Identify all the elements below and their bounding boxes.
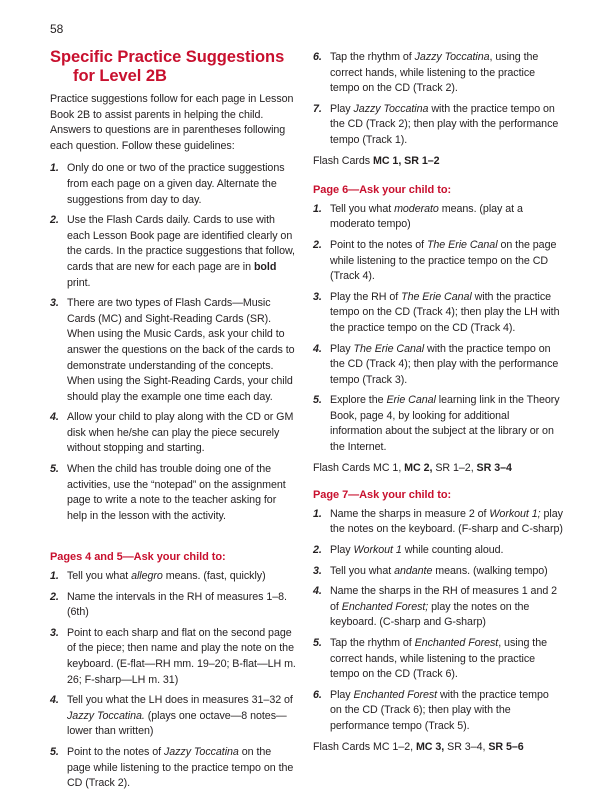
flash-cards-line bbox=[313, 740, 563, 756]
text-run: Name the intervals in the RH of measures 1–8. (6th) bbox=[67, 590, 287, 619]
italic-text: The Erie Canal bbox=[353, 342, 425, 355]
bold-text: MC 3, bbox=[415, 740, 445, 753]
text-run: with the practice tempo on the CD (Track 4); then play with the performance tempo (Track 3). bbox=[330, 342, 559, 386]
italic-text: Jazzy Toccatina bbox=[353, 102, 429, 115]
italic-text: Enchanted Forest bbox=[414, 637, 499, 649]
text-run: Tap the rhythm of bbox=[330, 51, 415, 63]
text-run: Play bbox=[330, 102, 354, 115]
bold-text: MC 1, SR 1–2 bbox=[372, 154, 440, 167]
list-item bbox=[313, 636, 563, 683]
text-run: Play the RH of bbox=[330, 290, 402, 303]
item-number: 1. bbox=[50, 162, 59, 175]
text-run: SR 1–2, bbox=[432, 461, 477, 474]
italic-text: andante bbox=[394, 564, 433, 577]
list-item bbox=[313, 688, 563, 735]
list-item bbox=[50, 410, 296, 457]
item-number: 4. bbox=[50, 411, 59, 424]
text-run: Only do one or two of the practice suggestions from each page on a given day. Alternate the suggestions from day to day. bbox=[67, 162, 285, 206]
text-run: on the page while listening to the practice tempo on the CD (Track 4). bbox=[330, 238, 557, 283]
page-title bbox=[50, 48, 296, 86]
text-run: Flash Cards MC 1–2, bbox=[313, 740, 416, 753]
text-run: When the child has trouble doing one of the activities, use the “notepad” on the assignment page to write a note to the teacher asking for help in the lesson with the activity. bbox=[67, 463, 286, 522]
italic-text: Workout 1; bbox=[489, 507, 541, 520]
text-run: Flash Cards MC 1, bbox=[313, 461, 405, 474]
left-column bbox=[50, 48, 296, 797]
text-run: means. (fast, quickly) bbox=[162, 570, 266, 583]
list-item bbox=[313, 342, 563, 389]
item-number: 5. bbox=[313, 637, 322, 649]
guidelines-list bbox=[50, 161, 296, 524]
item-number: 6. bbox=[313, 51, 322, 63]
item-number: 4. bbox=[50, 694, 59, 707]
section-heading: Page 6—Ask your child to: bbox=[313, 184, 452, 197]
italic-text: Enchanted Forest; bbox=[341, 600, 429, 613]
bold-text: MC 2, bbox=[404, 461, 433, 474]
page-number: 58 bbox=[50, 22, 64, 36]
text-run: Tell you what bbox=[67, 570, 132, 583]
right-sections bbox=[313, 183, 563, 755]
list-item bbox=[313, 238, 563, 285]
text-run: Tell you what bbox=[330, 564, 395, 577]
italic-text: Jazzy Toccatina. bbox=[67, 709, 145, 722]
italic-text: Erie Canal bbox=[386, 394, 436, 407]
text-run: SR 3–4, bbox=[444, 740, 489, 753]
text-run: (plays one octave—8 notes—lower than written) bbox=[67, 709, 287, 738]
text-run: Name the sharps in measure 2 of bbox=[330, 507, 490, 520]
item-number: 2. bbox=[313, 238, 322, 251]
bold-text: SR 3–4 bbox=[476, 461, 512, 474]
bold-text: SR 5–6 bbox=[488, 740, 524, 753]
text-run: Point to each sharp and flat on the second page of the piece; then name and play the note on the keyboard. (E-flat—RH mm. 19–20; B-flat—LH m. 26; F-sharp—LH m. 31) bbox=[67, 626, 296, 686]
list-item bbox=[313, 507, 563, 538]
flash-cards-line bbox=[313, 154, 563, 170]
list-item bbox=[50, 745, 296, 792]
list-item bbox=[313, 202, 563, 233]
item-number: 2. bbox=[313, 544, 322, 557]
list-item bbox=[313, 543, 563, 559]
italic-text: The Erie Canal bbox=[401, 290, 472, 303]
text-run: means. (play at a moderato tempo) bbox=[330, 202, 523, 231]
bold-text: bold bbox=[253, 260, 277, 273]
item-number: 2. bbox=[50, 590, 59, 603]
text-run: with the practice tempo on the CD (Track 2); then play with the performance tempo (Track 1). bbox=[330, 102, 559, 146]
list-item bbox=[50, 569, 296, 585]
text-run: Play bbox=[330, 544, 354, 557]
text-run: , using the correct hands, while listening to the practice tempo on the CD (Track 2). bbox=[330, 51, 539, 95]
left-sections bbox=[50, 550, 296, 791]
text-run: Name the sharps in the RH of measures 1 and 2 of bbox=[330, 585, 558, 613]
item-number: 1. bbox=[50, 570, 59, 583]
section-list bbox=[313, 507, 563, 735]
flash-cards-line bbox=[313, 461, 563, 477]
text-run: while counting aloud. bbox=[401, 544, 504, 557]
italic-text: Jazzy Toccatina bbox=[414, 51, 490, 63]
title-line-1: Specific Practice Suggestions bbox=[50, 48, 285, 66]
title-line-2: for Level 2B bbox=[73, 67, 167, 85]
text-run: Play bbox=[330, 688, 354, 701]
list-item bbox=[50, 213, 296, 291]
list-item bbox=[313, 584, 563, 631]
list-item bbox=[50, 296, 296, 405]
text-run: with the practice tempo on the CD (Track 6); then play with the performance tempo (Track 5). bbox=[330, 688, 549, 732]
item-number: 3. bbox=[50, 626, 59, 639]
continued-list bbox=[313, 50, 563, 149]
item-number: 4. bbox=[313, 342, 322, 355]
item-number: 3. bbox=[50, 297, 59, 310]
text-run: , using the correct hands, while listening to the practice tempo on the CD (Track 6). bbox=[330, 637, 547, 681]
item-number: 1. bbox=[313, 202, 322, 215]
list-item bbox=[313, 50, 563, 97]
list-item bbox=[313, 102, 563, 149]
text-run: play the notes on the keyboard. (F-sharp and C-sharp) bbox=[330, 507, 563, 536]
text-run: print. bbox=[67, 276, 91, 289]
section-heading: Page 7—Ask your child to: bbox=[313, 489, 452, 502]
list-item bbox=[50, 590, 296, 621]
text-run: play the notes on the keyboard. (C-sharp and G-sharp) bbox=[330, 600, 530, 629]
item-number: 6. bbox=[313, 688, 322, 701]
italic-text: The Erie Canal bbox=[426, 238, 498, 251]
italic-text: Jazzy Toccatina bbox=[163, 745, 239, 758]
list-item bbox=[50, 462, 296, 524]
text-run: means. (walking tempo) bbox=[432, 564, 548, 577]
italic-text: Enchanted Forest bbox=[353, 688, 438, 701]
list-item bbox=[50, 693, 296, 740]
section-list bbox=[50, 569, 296, 792]
item-number: 2. bbox=[50, 214, 59, 227]
italic-text: moderato bbox=[394, 202, 439, 215]
italic-text: allegro bbox=[131, 570, 163, 583]
right-column bbox=[313, 50, 563, 755]
text-run: Tap the rhythm of bbox=[330, 637, 415, 649]
item-number: 1. bbox=[313, 507, 322, 520]
italic-text: Workout 1 bbox=[353, 544, 402, 557]
text-run: Point to the notes of bbox=[330, 238, 427, 251]
text-run: Tell you what bbox=[330, 202, 395, 215]
text-run: Tell you what the LH does in measures 31–32 of bbox=[67, 694, 293, 707]
list-item bbox=[313, 393, 563, 455]
section-list bbox=[313, 202, 563, 456]
item-number: 3. bbox=[313, 290, 322, 303]
text-run: Play bbox=[330, 342, 354, 355]
section-heading: Pages 4 and 5—Ask your child to: bbox=[50, 551, 226, 564]
item-number: 5. bbox=[50, 463, 59, 476]
text-run: Flash Cards bbox=[313, 154, 373, 167]
item-number: 5. bbox=[50, 745, 59, 758]
text-run: There are two types of Flash Cards—Music Cards (MC) and Sight-Reading Cards (SR). When using the Music Cards, ask your child to answer the questions on the back of the cards to demonstrate understanding of the concepts. When using the Sight-Reading Cards, your child should play the example one time each day. bbox=[67, 297, 295, 403]
list-item bbox=[50, 161, 296, 208]
text-run: with the practice tempo on the CD (Track 4); then play the LH with the practice tempo on the CD (Track 4). bbox=[330, 290, 560, 334]
text-run: on the page while listening to the practice tempo on the CD (Track 2). bbox=[67, 745, 294, 790]
text-run: learning link in the Theory Book, page 4, by looking for additional information about the subject at the library or on the Internet. bbox=[330, 394, 560, 454]
list-item bbox=[313, 290, 563, 337]
item-number: 5. bbox=[313, 394, 322, 407]
text-run: Explore the bbox=[330, 394, 387, 407]
text-run: Point to the notes of bbox=[67, 745, 164, 758]
list-item bbox=[313, 564, 563, 580]
text-run: Allow your child to play along with the CD or GM disk when he/she can play the piece securely without stopping and starting. bbox=[67, 411, 294, 455]
list-item bbox=[50, 626, 296, 688]
intro-paragraph: Practice suggestions follow for each page in Lesson Book 2B to assist parents in helping the child. Answers to questions are in parentheses following each question. Follow these guidelines: bbox=[50, 93, 294, 152]
item-number: 3. bbox=[313, 564, 322, 577]
item-number: 4. bbox=[313, 585, 322, 598]
item-number: 7. bbox=[313, 102, 322, 115]
text-run: Use the Flash Cards daily. Cards to use with each Lesson Book page are identified clearly on the cards. In the practice suggestions that follow, cards that are new for each page are in bbox=[67, 214, 295, 273]
